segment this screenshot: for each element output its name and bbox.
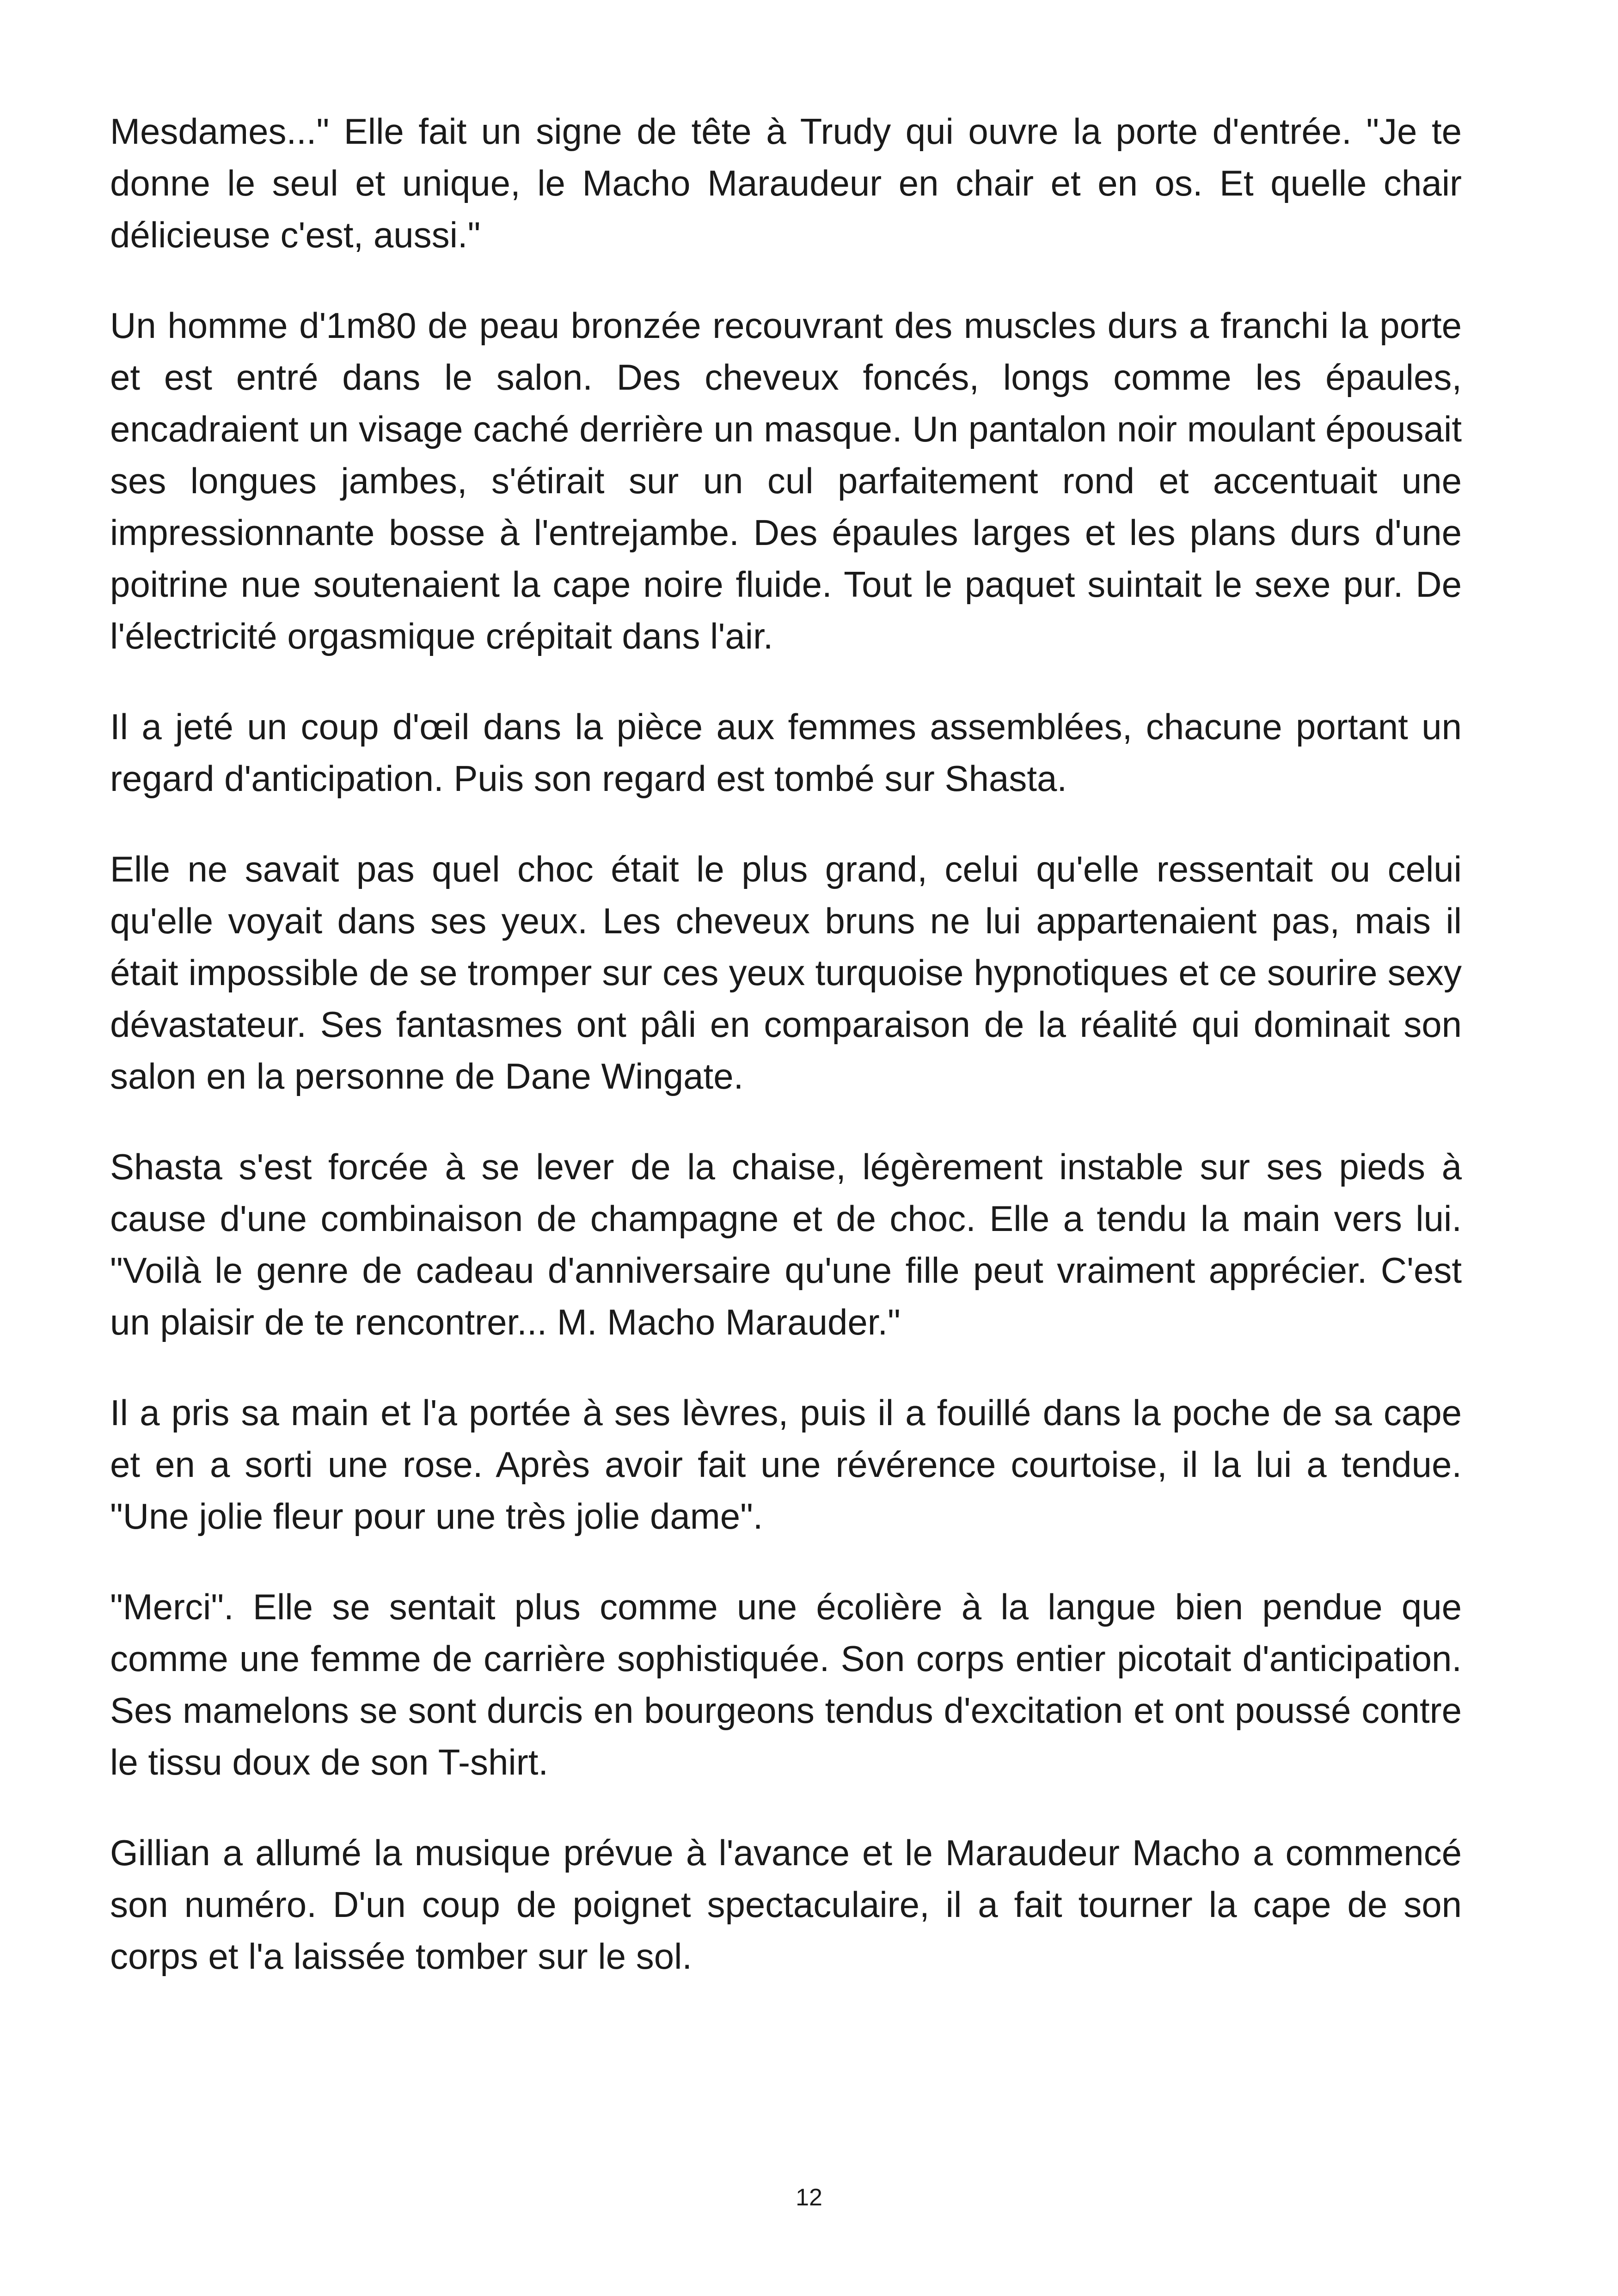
paragraph: Il a jeté un coup d'œil dans la pièce aux femmes assemblées, chacune portant un regard d'anticipation. Puis son regard est tombé sur Shasta. [110, 706, 1462, 799]
paragraph: Il a pris sa main et l'a portée à ses lèvres, puis il a fouillé dans la poche de sa cape et en a sorti une rose. Après avoir fait une révérence courtoise, il la lui a tendue. "Une jolie fleur pour une très jolie dame". [110, 1392, 1462, 1537]
paragraph: Shasta s'est forcée à se lever de la chaise, légèrement instable sur ses pieds à cause d'une combinaison de champagne et de choc. Elle a tendu la main vers lui. "Voilà le genre de cadeau d'anniversaire qu'une fille peut vraiment apprécier. C'est un plaisir de te rencontrer... M. Macho Marauder." [110, 1146, 1462, 1342]
page-number: 12 [796, 2184, 822, 2211]
paragraph: "Merci". Elle se sentait plus comme une écolière à la langue bien pendue que comme une femme de carrière sophistiquée. Son corps entier picotait d'anticipation. Ses mamelons se sont durcis en bourgeons tendus d'excitation et ont poussé contre le tissu doux de son T-shirt. [110, 1586, 1462, 1782]
body-text [110, 105, 1462, 1982]
paragraph: Gillian a allumé la musique prévue à l'avance et le Maraudeur Macho a commencé son numéro. D'un coup de poignet spectaculaire, il a fait tourner la cape de son corps et l'a laissée tomber sur le sol. [110, 1832, 1462, 1977]
paragraph: Mesdames..." Elle fait un signe de tête à Trudy qui ouvre la porte d'entrée. "Je te donne le seul et unique, le Macho Maraudeur en chair et en os. Et quelle chair délicieuse c'est, aussi." [110, 111, 1462, 255]
paragraph: Un homme d'1m80 de peau bronzée recouvrant des muscles durs a franchi la porte et est entré dans le salon. Des cheveux foncés, longs comme les épaules, encadraient un visage caché derrière un masque. Un pantalon noir moulant épousait ses longues jambes, s'étirait sur un cul parfaitement rond et accentuait une impressionnante bosse à l'entrejambe. Des épaules larges et les plans durs d'une poitrine nue soutenaient la cape noire fluide. Tout le paquet suintait le sexe pur. De l'électricité orgasmique crépitait dans l'air. [110, 305, 1462, 656]
paragraph: Elle ne savait pas quel choc était le plus grand, celui qu'elle ressentait ou celui qu'elle voyait dans ses yeux. Les cheveux bruns ne lui appartenaient pas, mais il était impossible de se tromper sur ces yeux turquoise hypnotiques et ce sourire sexy dévastateur. Ses fantasmes ont pâli en comparaison de la réalité qui dominait son salon en la personne de Dane Wingate. [110, 849, 1462, 1096]
